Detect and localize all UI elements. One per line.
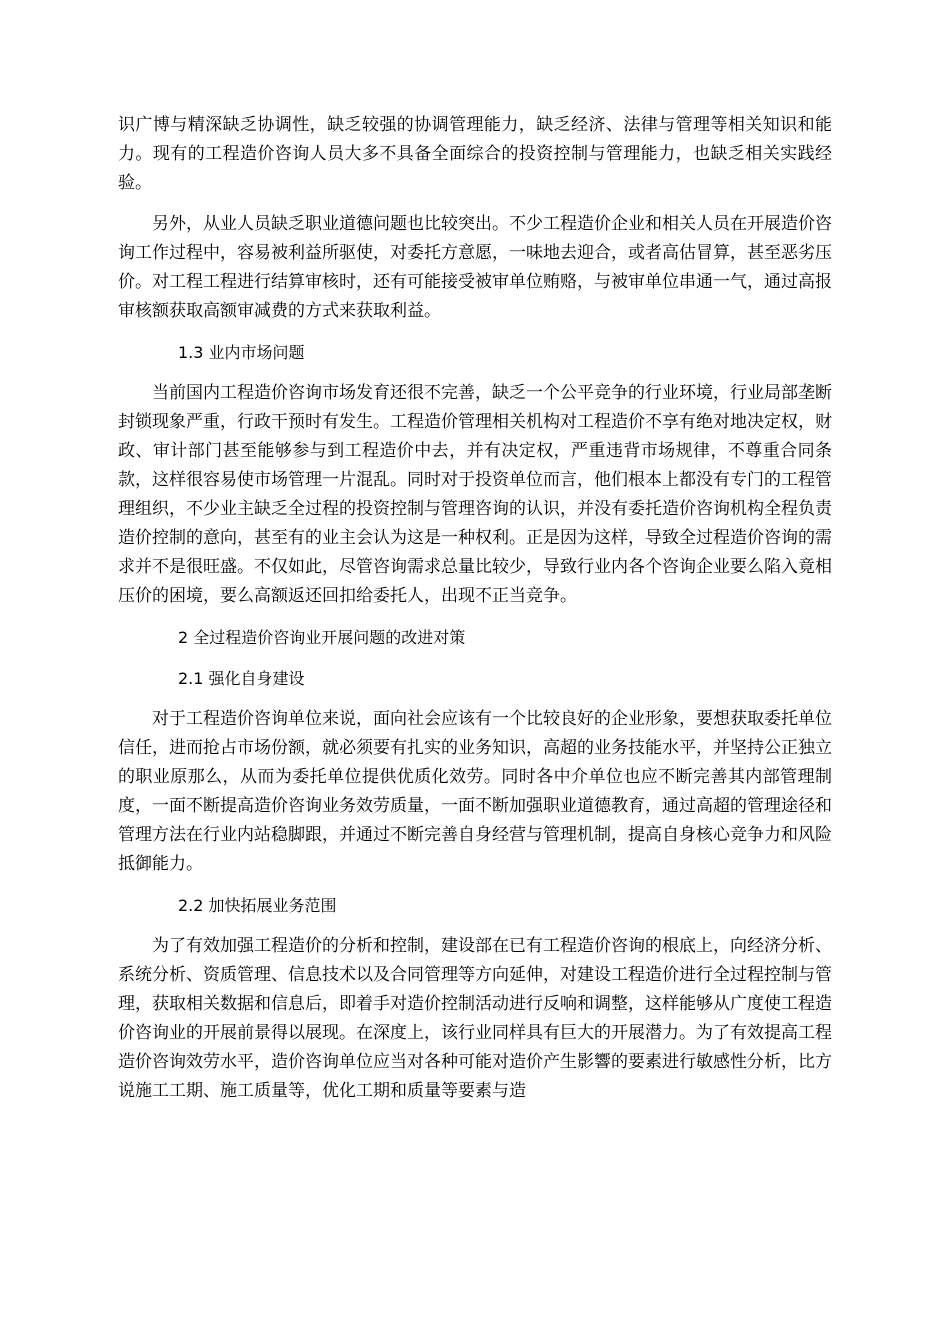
section-heading-2: 2 全过程造价咨询业开展问题的改进对策: [178, 628, 466, 647]
section-heading-1-3: 1.3 业内市场问题: [178, 343, 305, 362]
document-body: [118, 111, 832, 1118]
paragraph-self-building: 对于工程造价咨询单位来说，面向社会应该有一个比较良好的企业形象，要想获取委托单位信任，进而抢占市场份额，就必须要有扎实的业务知识，高超的业务技能水平，并坚持公正独立的职业原那么，从而为委托单位提供优质化效劳。同时各中介单位也应不断完善其内部管理制度，一面不断提高造价咨询业务效劳质量，一面不断加强职业道德教育，通过高超的管理途径和管理方法在行业内站稳脚跟，并通过不断完善自身经营与管理机制，提高自身核心竞争力和风险抵御能力。: [118, 709, 832, 874]
paragraph-ethics: 另外，从业人员缺乏职业道德问题也比较突出。不少工程造价企业和相关人员在开展造价咨询工作过程中，容易被利益所驱使，对委托方意愿，一味地去迎合，或者高估冒算，甚至恶劣压价。对工程工程进行结算审核时，还有可能接受被审单位贿赂，与被审单位串通一气，通过高报审核额获取高额审减费的方式来获取利益。: [118, 214, 832, 321]
paragraph-business-scope: 为了有效加强工程造价的分析和控制，建设部在已有工程造价咨询的根底上，向经济分析、系统分析、资质管理、信息技术以及合同管理等方向延伸，对建设工程造价进行全过程控制与管理，获取相关数据和信息后，即着手对造价控制活动进行反响和调整，这样能够从广度使工程造价咨询业的开展前景得以展现。在深度上，该行业同样具有巨大的开展潜力。为了有效提高工程造价咨询效劳水平，造价咨询单位应当对各种可能对造价产生影響的要素进行敏感性分析，比方说施工工期、施工质量等，优化工期和质量等要素与造: [118, 936, 832, 1101]
paragraph-continuation: 识广博与精深缺乏协调性，缺乏较强的协调管理能力，缺乏经济、法律与管理等相关知识和能力。现有的工程造价咨询人员大多不具备全面综合的投资控制与管理能力，也缺乏相关实践经验。: [118, 115, 832, 193]
paragraph-market: 当前国内工程造价咨询市场发育还很不完善，缺乏一个公平竞争的行业环境，行业局部垄断封锁现象严重，行政干预时有发生。工程造价管理相关机构对工程造价不享有绝对地决定权，财政、审计部门甚至能够参与到工程造价中去，并有决定权，严重违背市场规律，不尊重合同条款，这样很容易使市场管理一片混乱。同时对于投资单位而言，他们根本上都没有专门的工程管理组织，不少业主缺乏全过程的投资控制与管理咨询的认识，并没有委托造价咨询机构全程负责造价控制的意向，甚至有的业主会认为这是一种权利。正是因为这样，导致全过程造价咨询的需求并不是很旺盛。不仅如此，尽管咨询需求总量比较少，导致行业内各个咨询企业要么陷入竟相压价的困境，要么高额返还回扣给委托人，出现不正当竞争。: [118, 383, 832, 606]
section-heading-2-1: 2.1 强化自身建设: [178, 669, 305, 688]
section-heading-2-2: 2.2 加快拓展业务范围: [178, 896, 337, 915]
